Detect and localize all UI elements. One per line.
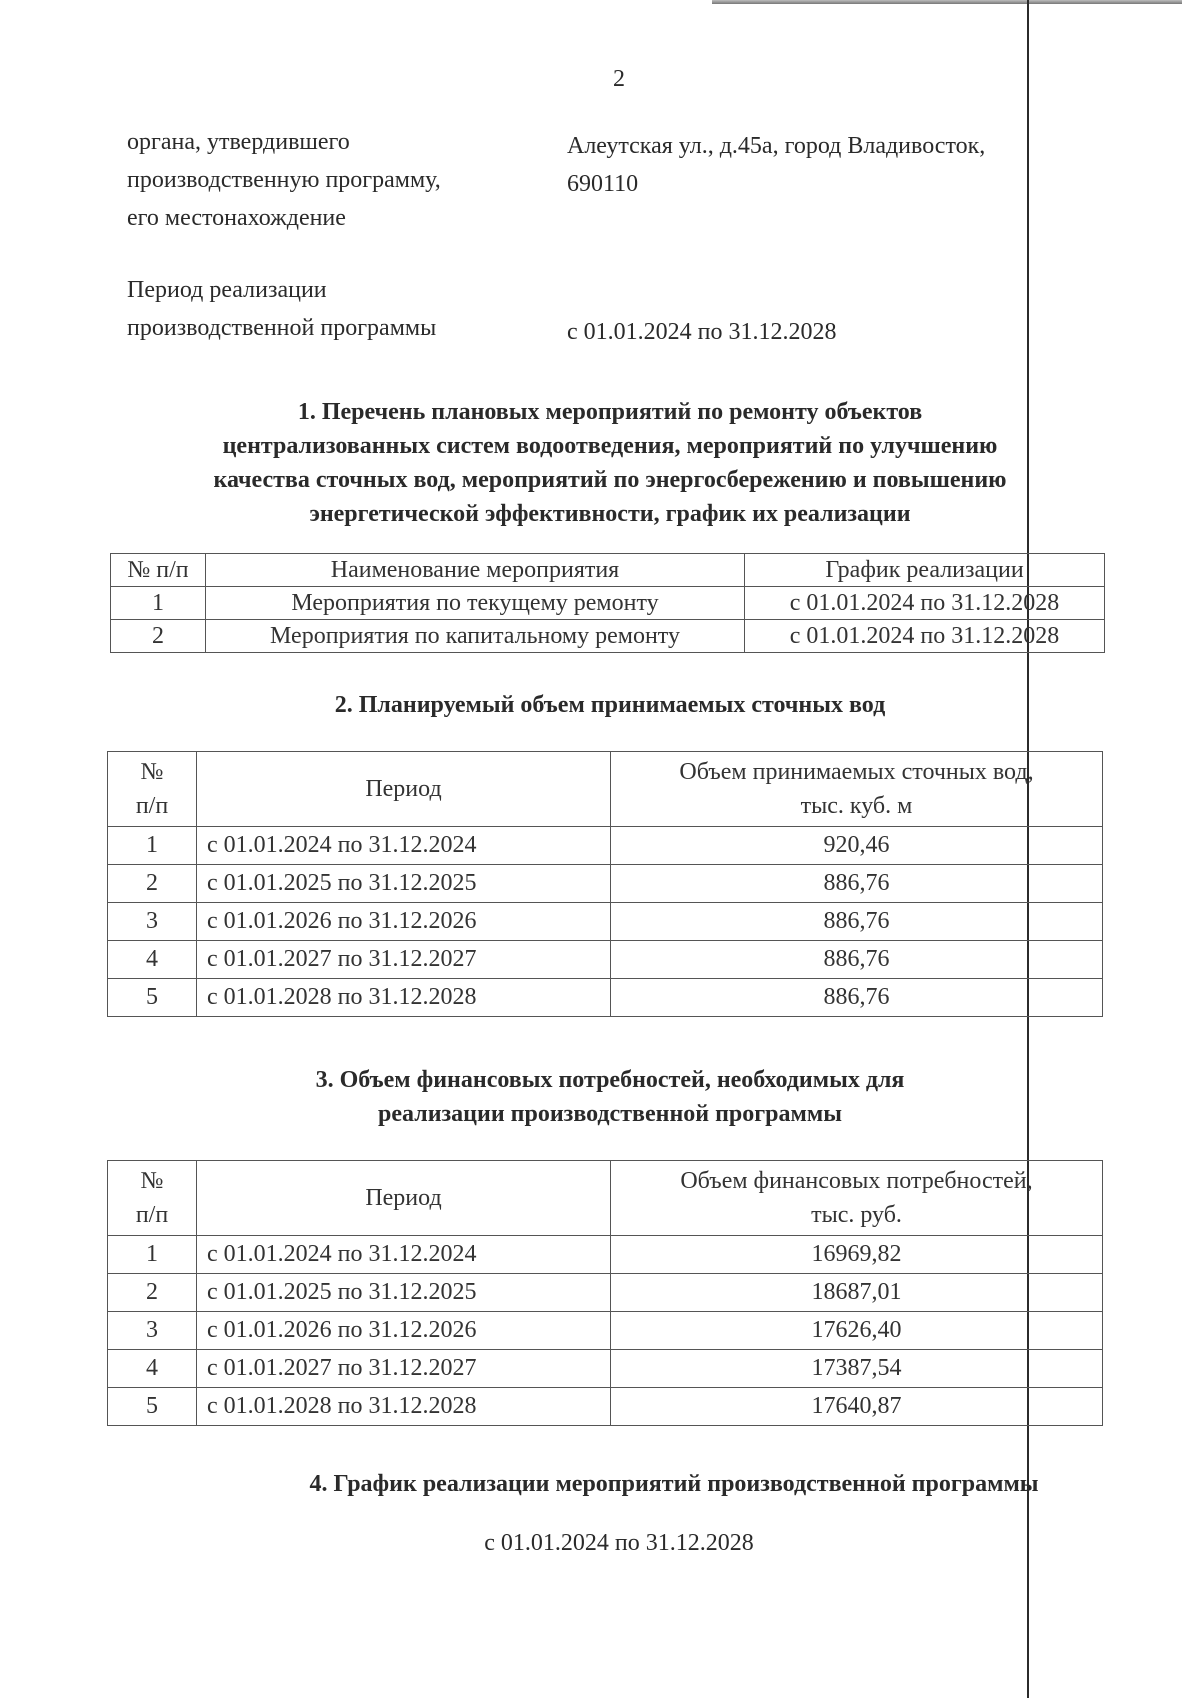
row-value: 886,76: [611, 903, 1103, 941]
row-name: Мероприятия по текущему ремонту: [206, 587, 745, 620]
row-number: 5: [108, 979, 197, 1017]
row-value: 17387,54: [611, 1350, 1103, 1388]
table-row: [108, 1236, 1103, 1274]
table-header-row: [111, 554, 1105, 587]
col-header-number: № п/п: [111, 554, 206, 587]
col-header-finance: Объем финансовых потребностей, тыс. руб.: [611, 1161, 1103, 1236]
row-value: 16969,82: [611, 1236, 1103, 1274]
col-header-volume: Объем принимаемых сточных вод, тыс. куб. м: [611, 752, 1103, 827]
section4-title: 4. График реализации мероприятий производственной программы: [309, 1471, 1039, 1497]
col-header-name: Наименование мероприятия: [206, 554, 745, 587]
organ-value: Алеутская ул., д.45а, город Владивосток, 690110: [567, 133, 986, 197]
row-period: с 01.01.2024 по 31.12.2024: [197, 827, 611, 865]
row-number: 2: [108, 865, 197, 903]
row-period: с 01.01.2024 по 31.12.2024: [197, 1236, 611, 1274]
volume-table: [107, 751, 1103, 1017]
measures-table: [110, 553, 1105, 653]
table-row: [108, 1274, 1103, 1312]
row-number: 3: [108, 903, 197, 941]
row-value: 17640,87: [611, 1388, 1103, 1426]
table-header-row: [108, 1161, 1103, 1236]
row-period: с 01.01.2027 по 31.12.2027: [197, 1350, 611, 1388]
row-value: 886,76: [611, 941, 1103, 979]
table-row: [108, 1388, 1103, 1426]
table-row: [108, 1350, 1103, 1388]
section4-period: с 01.01.2024 по 31.12.2028: [484, 1530, 754, 1556]
organ-label: органа, утвердившего производственную программу, его местонахождение: [127, 129, 441, 231]
row-period: с 01.01.2026 по 31.12.2026: [197, 1312, 611, 1350]
table-row: [111, 587, 1105, 620]
row-period: с 01.01.2028 по 31.12.2028: [197, 979, 611, 1017]
table-row: [108, 865, 1103, 903]
row-value: 920,46: [611, 827, 1103, 865]
col-header-period: Период: [197, 752, 611, 827]
row-period: с 01.01.2026 по 31.12.2026: [197, 903, 611, 941]
table-header-row: [108, 752, 1103, 827]
finance-table: [107, 1160, 1103, 1426]
row-value: 886,76: [611, 865, 1103, 903]
section2-title: 2. Планируемый объем принимаемых сточных вод: [334, 692, 886, 718]
row-period: с 01.01.2027 по 31.12.2027: [197, 941, 611, 979]
table-row: [108, 903, 1103, 941]
row-period: с 01.01.2025 по 31.12.2025: [197, 1274, 611, 1312]
row-number: 1: [111, 587, 206, 620]
row-period: с 01.01.2025 по 31.12.2025: [197, 865, 611, 903]
row-name: Мероприятия по капитальному ремонту: [206, 620, 745, 653]
section1-title: 1. Перечень плановых мероприятий по ремонту объектов централизованных систем водоотведения, мероприятий по улучшению качества сточных вод, мероприятий по энергосбережению и повышению энергетической эффективности, график их реализации: [213, 399, 1007, 527]
row-number: 1: [108, 827, 197, 865]
period-label: Период реализации производственной программы: [127, 277, 437, 341]
table-row: [108, 1312, 1103, 1350]
section3-title: 3. Объем финансовых потребностей, необходимых для реализации производственной программы: [315, 1067, 905, 1127]
page-number: 2: [613, 66, 625, 92]
row-value: 886,76: [611, 979, 1103, 1017]
row-number: 1: [108, 1236, 197, 1274]
table-row: [108, 827, 1103, 865]
row-schedule: с 01.01.2024 по 31.12.2028: [745, 620, 1105, 653]
row-number: 5: [108, 1388, 197, 1426]
row-schedule: с 01.01.2024 по 31.12.2028: [745, 587, 1105, 620]
row-number: 4: [108, 1350, 197, 1388]
row-period: с 01.01.2028 по 31.12.2028: [197, 1388, 611, 1426]
row-value: 17626,40: [611, 1312, 1103, 1350]
col-header-period: Период: [197, 1161, 611, 1236]
col-header-number: № п/п: [108, 752, 197, 827]
table-row: [111, 620, 1105, 653]
row-number: 2: [108, 1274, 197, 1312]
row-number: 2: [111, 620, 206, 653]
table-row: [108, 979, 1103, 1017]
scan-artifact-top: [712, 0, 1182, 4]
col-header-schedule: График реализации: [745, 554, 1105, 587]
row-value: 18687,01: [611, 1274, 1103, 1312]
period-value: с 01.01.2024 по 31.12.2028: [567, 319, 837, 345]
col-header-number: № п/п: [108, 1161, 197, 1236]
row-number: 4: [108, 941, 197, 979]
row-number: 3: [108, 1312, 197, 1350]
table-row: [108, 941, 1103, 979]
